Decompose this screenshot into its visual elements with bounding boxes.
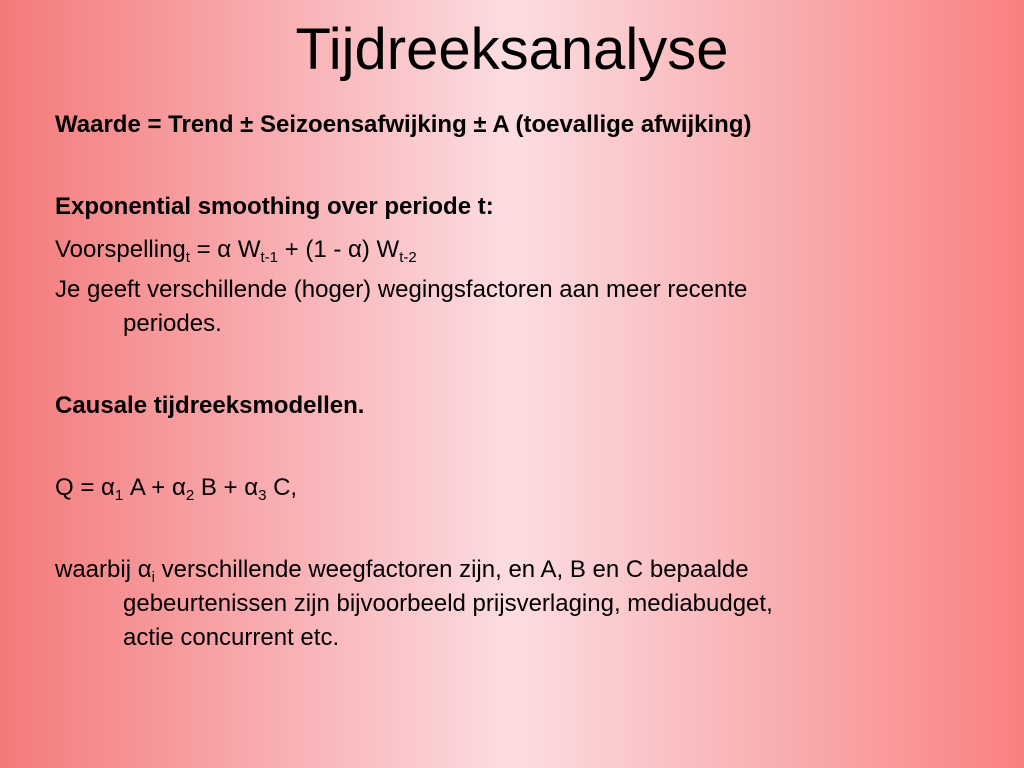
where-text-line1 bbox=[55, 553, 955, 587]
causal-models-heading: Causale tijdreeksmodellen. bbox=[55, 392, 365, 419]
q-text: C, bbox=[266, 474, 298, 501]
q-text: B + α bbox=[194, 474, 259, 501]
forecast-subscript: t-2 bbox=[399, 249, 417, 266]
formula-header: Waarde = Trend ± Seizoensafwijking ± A (toevallige afwijking) bbox=[55, 111, 752, 138]
q-text: Q = α bbox=[55, 474, 115, 501]
forecast-text: + (1 - α) W bbox=[278, 236, 400, 263]
where-subscript: i bbox=[151, 569, 155, 586]
forecast-text: Voorspelling bbox=[55, 236, 186, 263]
q-subscript: 2 bbox=[185, 487, 195, 504]
where-text: waarbij α bbox=[55, 556, 152, 583]
q-text: A + α bbox=[123, 474, 186, 501]
where-text-line3: actie concurrent etc. bbox=[123, 624, 340, 651]
weights-text-line2: periodes. bbox=[123, 310, 222, 337]
forecast-subscript: t bbox=[185, 249, 190, 266]
q-formula bbox=[55, 471, 955, 505]
forecast-text: = α W bbox=[189, 236, 261, 263]
where-text: verschillende weegfactoren zijn, en A, B en C bepaalde bbox=[154, 556, 749, 583]
where-text-line2: gebeurtenissen zijn bijvoorbeeld prijsverlaging, mediabudget, bbox=[123, 590, 773, 617]
exp-smoothing-heading: Exponential smoothing over periode t: bbox=[55, 193, 494, 220]
q-subscript: 1 bbox=[114, 487, 124, 504]
weights-text-line1: Je geeft verschillende (hoger) wegingsfactoren aan meer recente bbox=[55, 276, 748, 303]
slide-title: Tijdreeksanalyse bbox=[295, 17, 729, 82]
q-subscript: 3 bbox=[258, 487, 267, 504]
forecast-subscript: t-1 bbox=[260, 249, 278, 266]
forecast-formula bbox=[55, 233, 955, 267]
